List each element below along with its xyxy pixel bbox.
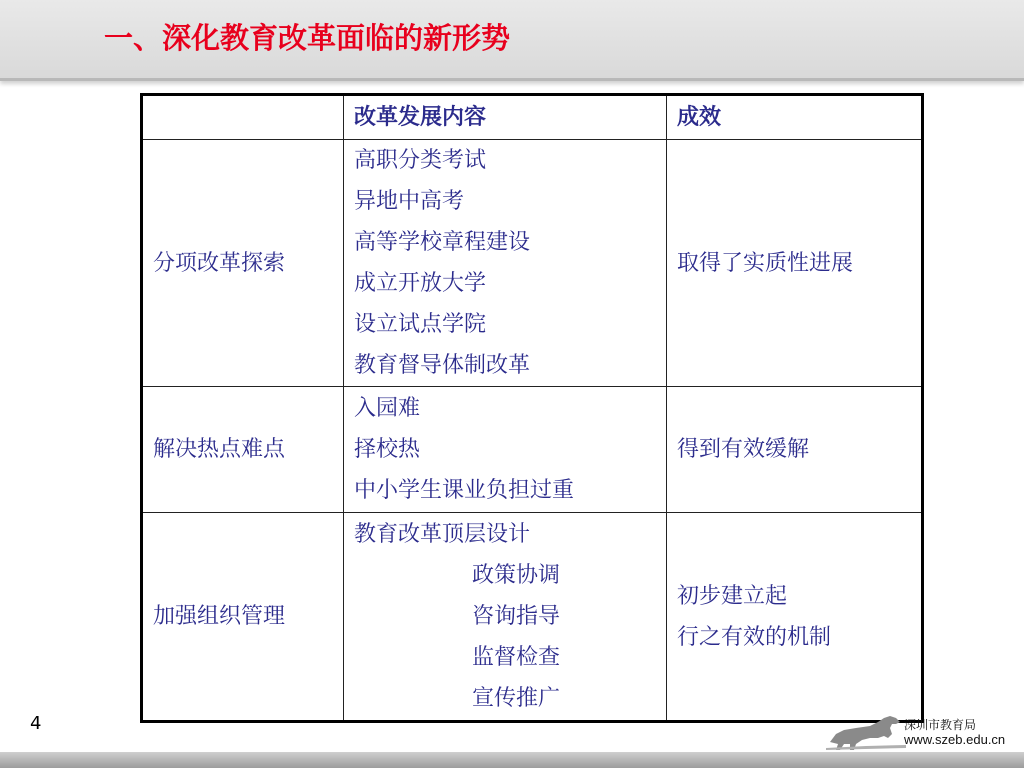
header-cell-content: 改革发展内容 xyxy=(344,95,667,140)
content-item: 异地中高考 xyxy=(354,189,465,214)
title-bar xyxy=(0,0,1024,81)
content-item: 择校热 xyxy=(354,437,421,462)
table-row xyxy=(142,387,923,513)
org-url: www.szeb.edu.cn xyxy=(904,732,1006,747)
result-text: 取得了实质性进展 xyxy=(677,250,854,276)
content-item: 入园难 xyxy=(354,396,421,421)
category-cell xyxy=(142,140,344,387)
content-item: 设立试点学院 xyxy=(354,312,487,337)
content-item: 教育改革顶层设计 xyxy=(354,522,531,547)
header-cell-category xyxy=(142,95,344,140)
table-row xyxy=(142,140,923,387)
result-cell xyxy=(667,387,923,513)
table-header-row xyxy=(142,95,923,140)
content-item: 教育督导体制改革 xyxy=(354,353,531,378)
category-cell xyxy=(142,387,344,513)
content-item: 监督检查 xyxy=(472,645,561,670)
content-cell xyxy=(344,140,667,387)
org-name: 深圳市教育局 xyxy=(904,718,977,732)
bull-icon xyxy=(826,712,906,752)
category-label: 解决热点难点 xyxy=(153,437,286,462)
content-cell xyxy=(344,387,667,513)
content-item: 咨询指导 xyxy=(472,604,561,629)
content-item: 成立开放大学 xyxy=(354,271,487,296)
category-cell xyxy=(142,513,344,722)
footer-bar xyxy=(0,752,1024,768)
page-number: 4 xyxy=(30,713,42,734)
content-item: 宣传推广 xyxy=(472,686,561,711)
result-cell xyxy=(667,513,923,722)
result-cell xyxy=(667,140,923,387)
content-cell xyxy=(344,513,667,722)
content-item: 中小学生课业负担过重 xyxy=(354,478,575,503)
category-label: 分项改革探索 xyxy=(153,250,286,276)
slide-title: 一、深化教育改革面临的新形势 xyxy=(104,21,511,55)
result-text: 初步建立起 xyxy=(677,583,788,609)
reform-table xyxy=(140,93,924,723)
category-label: 加强组织管理 xyxy=(153,604,286,629)
content-item: 高等学校章程建设 xyxy=(354,230,531,255)
result-text: 行之有效的机制 xyxy=(677,624,832,650)
table-row xyxy=(142,513,923,722)
content-item: 高职分类考试 xyxy=(354,148,487,173)
result-text: 得到有效缓解 xyxy=(677,437,810,462)
content-item: 政策协调 xyxy=(472,563,561,588)
header-cell-result: 成效 xyxy=(667,95,923,140)
